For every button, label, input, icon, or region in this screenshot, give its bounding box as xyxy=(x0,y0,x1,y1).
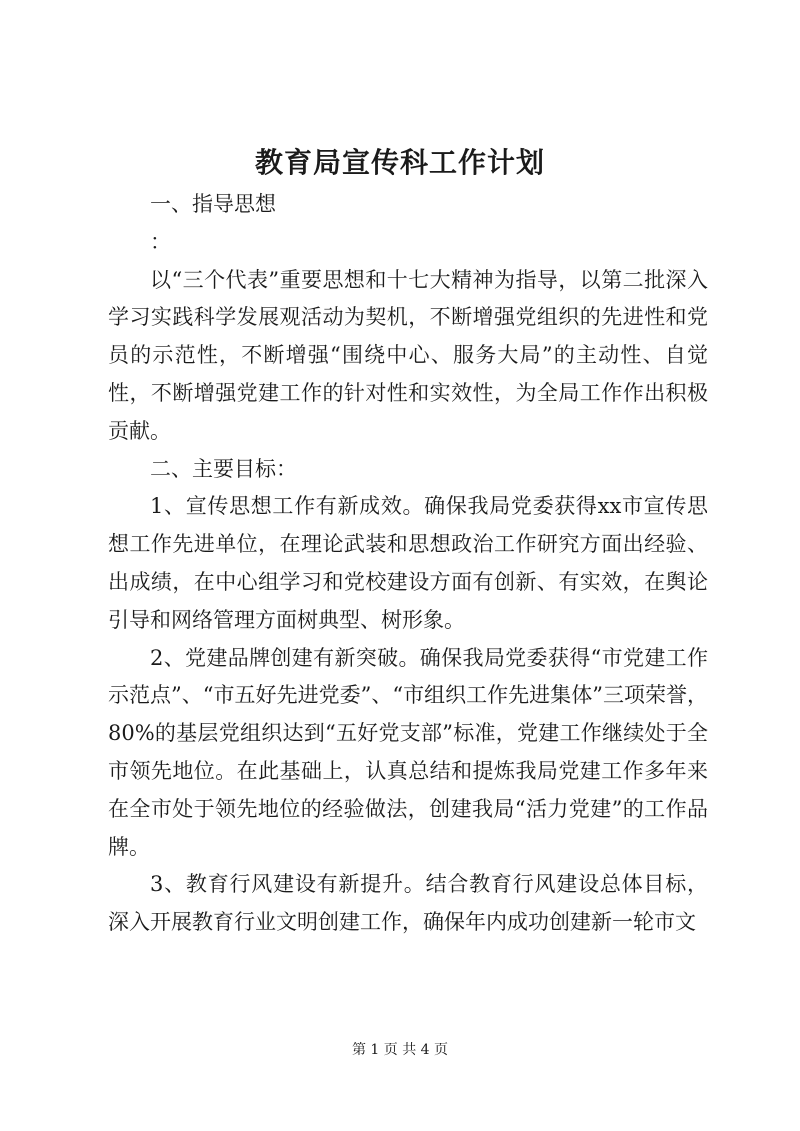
paragraph-goal-2: 2、党建品牌创建有新突破。确保我局党委获得“市党建工作示范点”、“市五好先进党委”、“市组织工作先进集体”三项荣誉，80%的基层党组织达到“五好党支部”标准，党建工作继续处于全市领先地位。在此基础上，认真总结和提炼我局党建工作多年来在全市处于领先地位的经验做法，创建我局“活力党建”的工作品牌。 xyxy=(108,645,708,859)
paragraph-guiding-thought: 以“三个代表”重要思想和十七大精神为指导，以第二批深入学习实践科学发展观活动为契机，不断增强党组织的先进性和党员的示范性，不断增强“围绕中心、服务大局”的主动性、自觉性，不断增强党建工作的针对性和实效性，为全局工作作出积极贡献。 xyxy=(108,267,708,443)
section-heading-guiding-thought: 一、指导思想 xyxy=(150,192,276,216)
colon-line: ： xyxy=(150,229,171,254)
section-heading-main-goals: 二、主要目标： xyxy=(150,456,297,481)
paragraph-goal-3: 3、教育行风建设有新提升。结合教育行风建设总体目标，深入开展教育行业文明创建工作，确保年内成功创建新一轮市文 xyxy=(108,872,708,935)
paragraph-goal-1: 1、宣传思想工作有新成效。确保我局党委获得xx市宣传思想工作先进单位，在理论武装和思想政治工作研究方面出经验、出成绩，在中心组学习和党校建设方面有创新、有实效，在舆论引导和网络管理方面树典型、树形象。 xyxy=(108,494,708,632)
document-body xyxy=(108,186,708,942)
page-number-footer: 第 1 页 共 4 页 xyxy=(351,1042,449,1058)
document-title: 教育局宣传科工作计划 xyxy=(254,146,545,179)
